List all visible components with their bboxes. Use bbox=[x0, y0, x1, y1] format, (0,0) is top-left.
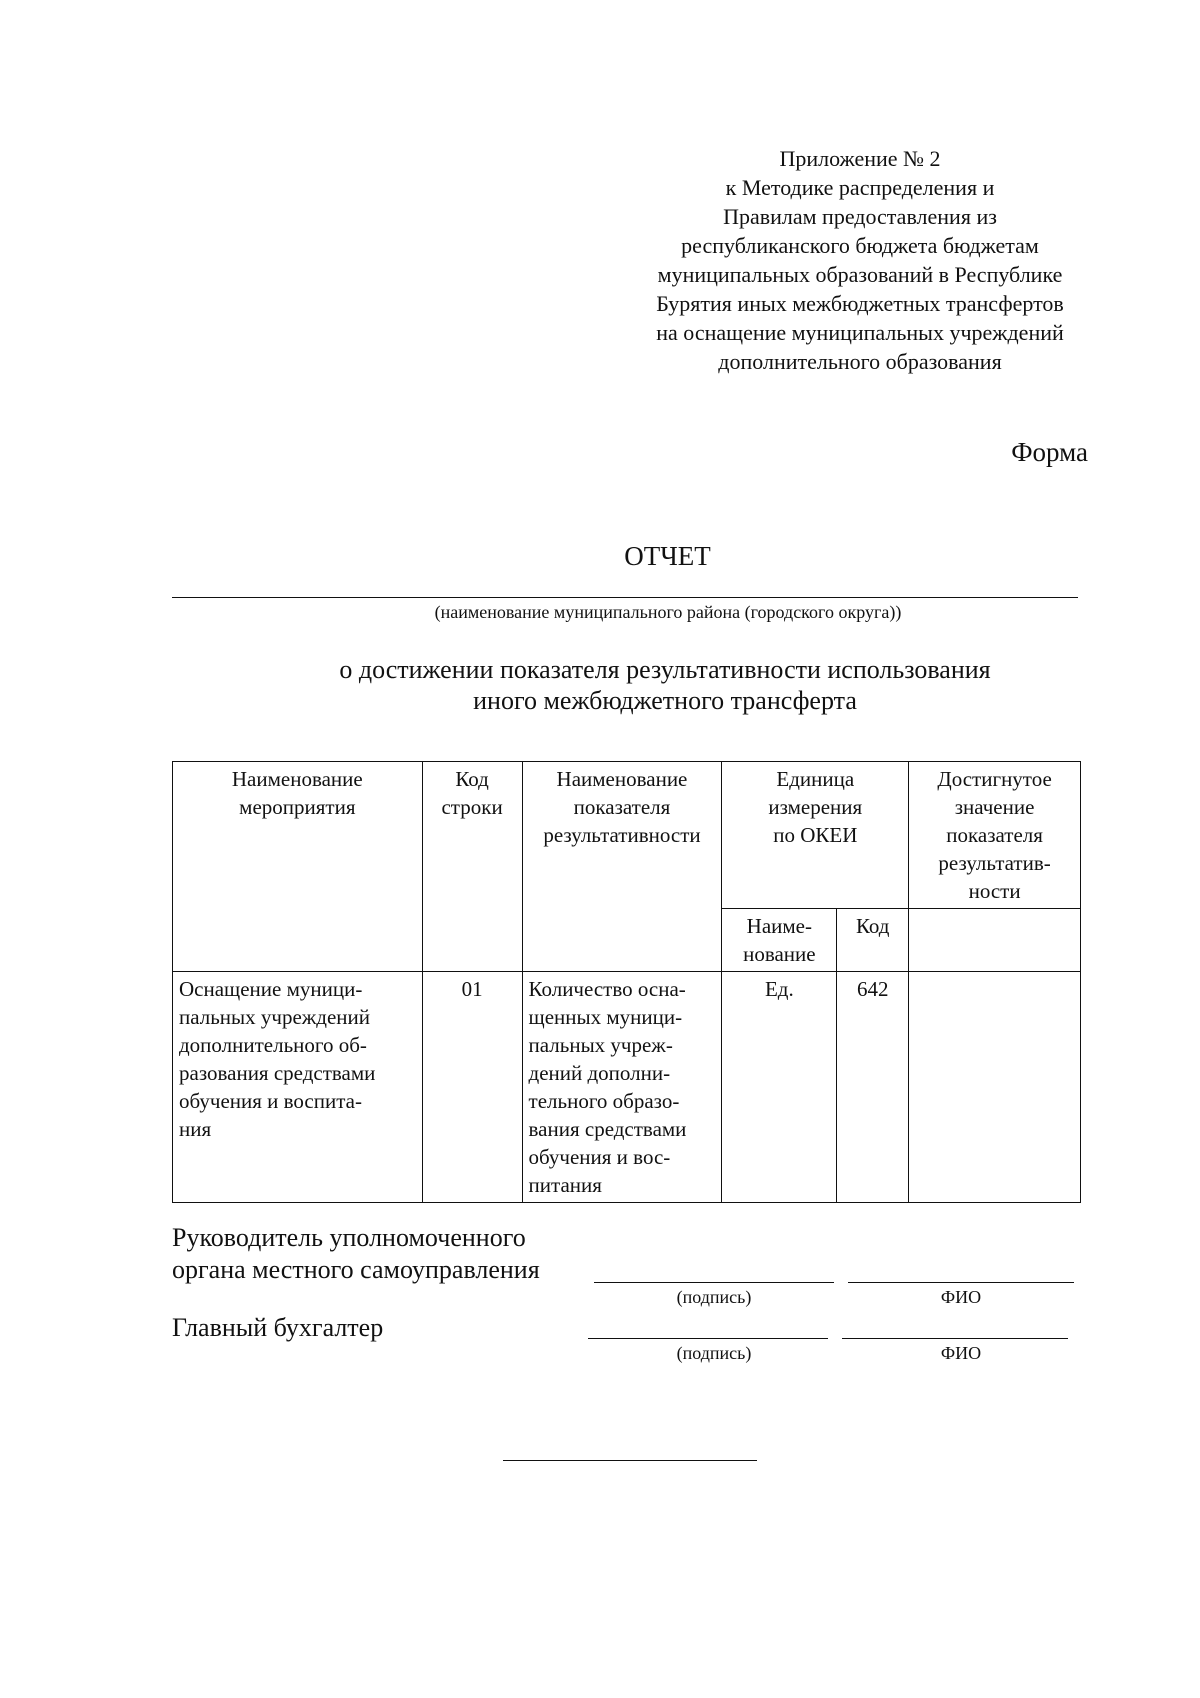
form-label: Форма bbox=[1011, 437, 1088, 467]
accountant-signature-line bbox=[588, 1338, 828, 1339]
header-unit-name: Наиме- нование bbox=[722, 909, 837, 972]
cell-achieved-value bbox=[909, 972, 1081, 1203]
annex-line: к Методике распределения и bbox=[725, 175, 995, 200]
report-table bbox=[172, 761, 1081, 1203]
annex-line: Бурятия иных межбюджетных трансфертов bbox=[656, 291, 1064, 316]
annex-line: Приложение № 2 bbox=[779, 146, 941, 171]
accountant-name-caption: ФИО bbox=[940, 1343, 982, 1363]
header-achieved-value: Достигнутое значение показателя результатив- ности bbox=[909, 762, 1081, 909]
table-header-row bbox=[173, 762, 1081, 909]
accountant-signature-caption: (подпись) bbox=[676, 1343, 752, 1363]
end-separator-line bbox=[503, 1460, 757, 1461]
annex-line: Правилам предоставления из bbox=[723, 204, 997, 229]
municipality-caption: (наименование муниципального района (городского округа)) bbox=[434, 602, 902, 622]
head-name-line bbox=[848, 1282, 1074, 1283]
subtitle-line: иного межбюджетного трансферта bbox=[473, 686, 857, 715]
report-subtitle bbox=[240, 654, 1090, 716]
head-signature-caption: (подпись) bbox=[676, 1287, 752, 1307]
head-name-caption: ФИО bbox=[940, 1287, 982, 1307]
header-row-code: Код строки bbox=[422, 762, 522, 972]
head-signature-line bbox=[594, 1282, 834, 1283]
municipality-fill-line bbox=[172, 597, 1078, 598]
accountant-label: Главный бухгалтер bbox=[172, 1313, 384, 1342]
page-title: ОТЧЕТ bbox=[624, 541, 711, 571]
cell-unit-name: Ед. bbox=[722, 972, 837, 1203]
annex-line: на оснащение муниципальных учреждений bbox=[656, 320, 1064, 345]
annex-header bbox=[620, 144, 1100, 376]
cell-unit-code: 642 bbox=[837, 972, 909, 1203]
annex-line: дополнительного образования bbox=[718, 349, 1002, 374]
cell-row-code: 01 bbox=[422, 972, 522, 1203]
subtitle-line: о достижении показателя результативности использования bbox=[339, 655, 991, 684]
annex-line: республиканского бюджета бюджетам bbox=[681, 233, 1039, 258]
annex-line: муниципальных образований в Республике bbox=[657, 262, 1063, 287]
cell-event-name: Оснащение муници- пальных учреждений дополнительного об- разования средствами обучения и воспита- ния bbox=[173, 972, 423, 1203]
header-event-name: Наименование мероприятия bbox=[173, 762, 423, 972]
head-signature-label: Руководитель уполномоченного органа местного самоуправления bbox=[172, 1223, 540, 1284]
header-unit-code: Код bbox=[837, 909, 909, 972]
header-indicator-name: Наименование показателя результативности bbox=[522, 762, 722, 972]
header-achieved-blank bbox=[909, 909, 1081, 972]
table-row bbox=[173, 972, 1081, 1203]
cell-indicator-name: Количество осна- щенных муници- пальных учреж- дений дополни- тельного образо- вания средствами обучения и вос- питания bbox=[522, 972, 722, 1203]
header-unit: Единица измерения по ОКЕИ bbox=[722, 762, 909, 909]
accountant-name-line bbox=[842, 1338, 1068, 1339]
